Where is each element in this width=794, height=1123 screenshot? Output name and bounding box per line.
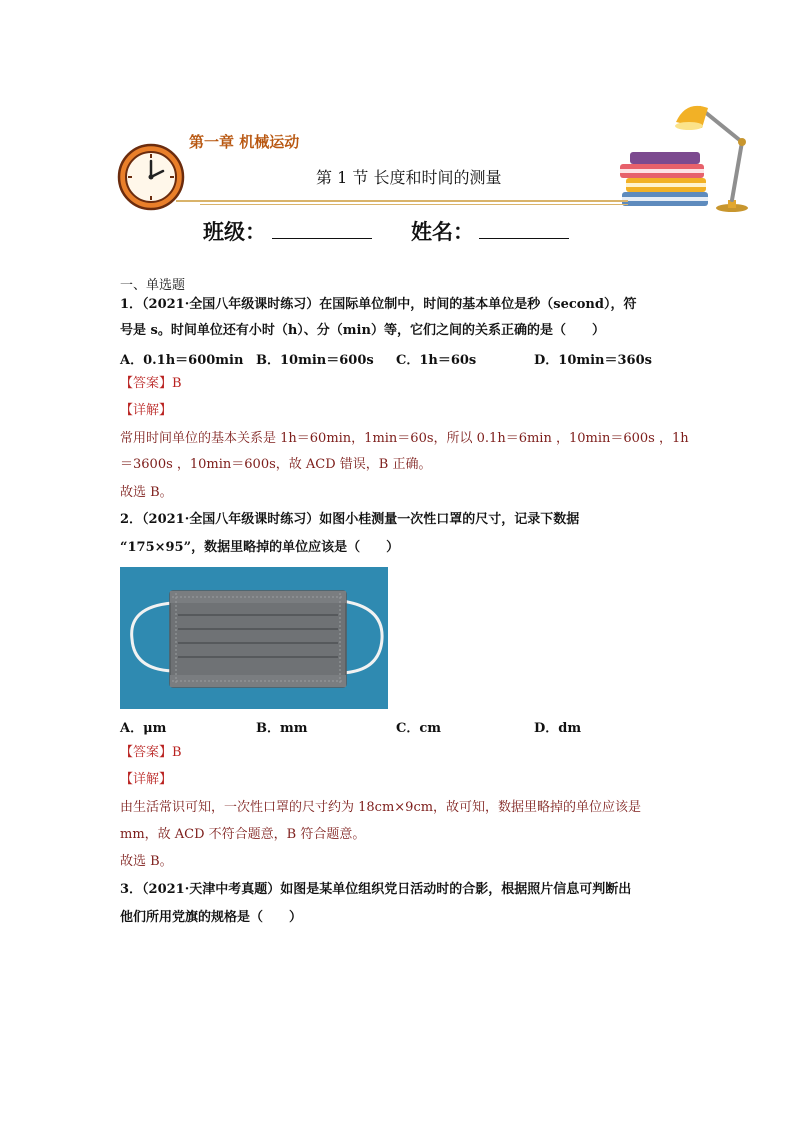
q2-conclusion: 故选 B。 bbox=[120, 854, 173, 869]
name-blank[interactable] bbox=[479, 238, 569, 239]
q1-stem-line2: 号是 s。时间单位还有小时（h）、分（min）等，它们之间的关系正确的是（ ） bbox=[120, 323, 605, 338]
q1-detail-line1: 常用时间单位的基本关系是 1h＝60min，1min＝60s，所以 0.1h＝6min ，10min＝600s ，1h bbox=[120, 431, 689, 446]
q1-option-a[interactable]: A．0.1h＝600min bbox=[120, 353, 244, 368]
q2-option-c[interactable]: C．cm bbox=[396, 721, 442, 736]
q1-option-d[interactable]: D．10min＝360s bbox=[534, 353, 652, 368]
section-heading: 一、单选题 bbox=[120, 278, 186, 293]
q2-detail-line1: 由生活常识可知，一次性口罩的尺寸约为 18cm×9cm，故可知，数据里略掉的单位应该是 bbox=[120, 800, 642, 815]
q2-stem-line1: 2．（2021·全国八年级课时练习）如图小桂测量一次性口罩的尺寸，记录下数据 bbox=[120, 512, 580, 527]
class-label: 班级： bbox=[203, 220, 266, 244]
header-rule bbox=[176, 200, 628, 202]
q1-detail-line2: ＝3600s ，10min＝600s，故 ACD 错误，B 正确。 bbox=[120, 457, 432, 472]
face-mask-illustration bbox=[120, 567, 388, 709]
mask-photo bbox=[120, 567, 388, 709]
q1-conclusion: 故选 B。 bbox=[120, 485, 173, 500]
q1-option-c[interactable]: C．1h＝60s bbox=[396, 353, 477, 368]
q1-detail-label: 【详解】 bbox=[120, 403, 173, 418]
class-blank[interactable] bbox=[272, 238, 372, 239]
q2-option-d[interactable]: D．dm bbox=[534, 721, 582, 736]
q2-option-b[interactable]: B．mm bbox=[256, 721, 308, 736]
q2-answer: 【答案】B bbox=[120, 745, 182, 760]
header-rule-thin bbox=[200, 204, 628, 205]
q2-detail-line2: mm，故 ACD 不符合题意，B 符合题意。 bbox=[120, 827, 366, 842]
name-label: 姓名： bbox=[411, 220, 474, 244]
q1-stem-line1: 1．（2021·全国八年级课时练习）在国际单位制中，时间的基本单位是秒（second），符 bbox=[120, 297, 637, 312]
chapter-title: 第一章 机械运动 bbox=[189, 133, 300, 151]
lamp-and-books-icon bbox=[614, 94, 754, 214]
q3-stem-line1: 3．（2021·天津中考真题）如图是某单位组织党日活动时的合影，根据照片信息可判断出 bbox=[120, 882, 632, 897]
q2-stem-line2: “175×95”，数据里略掉的单位应该是（ ） bbox=[120, 540, 400, 555]
q2-option-a[interactable]: A．μm bbox=[120, 721, 167, 736]
q2-detail-label: 【详解】 bbox=[120, 772, 173, 787]
q1-answer: 【答案】B bbox=[120, 376, 182, 391]
q1-option-b[interactable]: B．10min＝600s bbox=[256, 353, 374, 368]
q3-stem-line2: 他们所用党旗的规格是（ ） bbox=[120, 910, 303, 925]
section-title: 第 1 节 长度和时间的测量 bbox=[316, 168, 502, 187]
